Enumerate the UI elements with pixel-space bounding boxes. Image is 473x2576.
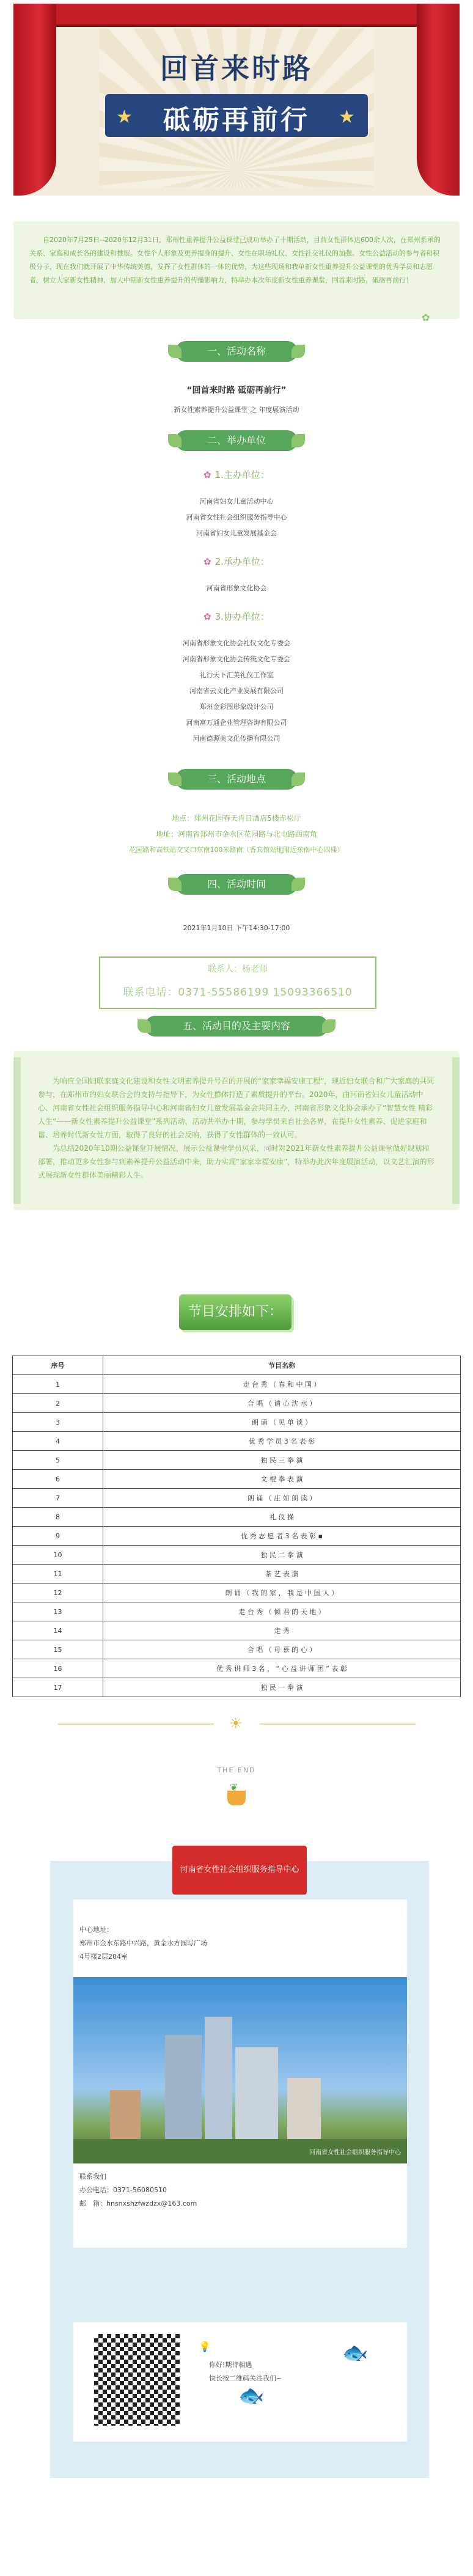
co-organizer-item: 河南富万通企业管理咨询有限公司: [186, 719, 287, 727]
curtain-right: [417, 4, 460, 196]
curtain-left: [13, 4, 56, 196]
org-tag: 河南省女性社会组织服务指导中心: [172, 1846, 307, 1895]
header-banner: [13, 4, 460, 196]
purpose-paragraph: 为总结2020年10期公益课堂开展情况，展示公益课堂学员风采，同时对2021年新女性素养提升公益课堂做好规划和部署，推动更多女性参与到素养提升公益活动中来，助力实现“家家幸福安康”，特举办此次年度展演活动，以文艺汇演的形式展现新女性群体美丽精彩人生。: [38, 1144, 435, 1180]
flower-icon: ✿: [204, 611, 211, 622]
flower-icon: ✿: [204, 556, 211, 567]
purpose-border-left: [13, 1057, 21, 1204]
program-name-cell: 礼 仪 操: [103, 1508, 461, 1527]
co-organizer-item: 河南德源美文化传播有限公司: [193, 735, 280, 743]
undertaker-title-label: 2.承办单位：: [215, 556, 270, 567]
row-index-cell: 8: [13, 1508, 103, 1527]
star-icon: ★: [339, 106, 355, 128]
row-index-cell: 16: [13, 1659, 103, 1678]
row-index-cell: 3: [13, 1413, 103, 1432]
building-photo: [73, 1977, 407, 2163]
row-index-cell: 13: [13, 1602, 103, 1621]
contact-box: [99, 956, 376, 1009]
column-header-index: 序号: [13, 1356, 103, 1375]
program-name-cell: 走 台 秀 （ 春 和 中 国 ）: [103, 1375, 461, 1394]
curtain-valance: [13, 4, 460, 27]
address-line1: 郑州市金水东路中兴路，黄金水方园写广场: [79, 1939, 207, 1947]
row-index-cell: 10: [13, 1546, 103, 1565]
qr-text-2: 快长按二维码关注我们~: [209, 2374, 282, 2382]
fish-icon: 🐟: [342, 2341, 369, 2365]
co-organizer-item: 河南省形象文化协会传统文化专委会: [183, 655, 290, 663]
location-transport: 花园路和高铁站交叉口东南100米路南（香宾馆站地附近东南中心四楼）: [129, 846, 344, 854]
table-row: [13, 1375, 461, 1394]
table-row: [13, 1583, 461, 1602]
undertaker-item: 河南省形象文化协会: [206, 584, 267, 592]
host-item: 河南省女性社会组织服务指导中心: [186, 513, 287, 521]
table-row: [13, 1678, 461, 1697]
row-index-cell: 5: [13, 1451, 103, 1470]
row-index-cell: 15: [13, 1640, 103, 1659]
section-title-time: 四、活动时间: [175, 874, 298, 895]
address-label: 中心地址：: [79, 1926, 113, 1934]
location-address: 地址：河南省郑州市金水区花园路与北屯路西南角: [155, 830, 317, 838]
table-row: [13, 1432, 461, 1451]
program-name-cell: 朗 诵 （ 庄 如 朗 读 ）: [103, 1489, 461, 1508]
table-row: [13, 1470, 461, 1489]
bulb-icon: 💡: [199, 2341, 211, 2352]
table-row: [13, 1546, 461, 1565]
column-header-program: 节目名称: [103, 1356, 461, 1375]
table-row: [13, 1565, 461, 1583]
program-name-cell: 优 秀 志 愿 者 3 名 表 彰 ▪: [103, 1527, 461, 1546]
section-title-purpose: 五、活动目的及主要内容: [145, 1016, 328, 1037]
office-email: 邮 箱：hnsnxshzfwzdzx@163.com: [79, 2200, 197, 2207]
table-row: [13, 1508, 461, 1527]
row-index-cell: 14: [13, 1621, 103, 1640]
table-row: [13, 1451, 461, 1470]
table-row: [13, 1527, 461, 1546]
photo-watermark: 河南省女性社会组织服务指导中心: [309, 2149, 401, 2156]
divider-left: [58, 1723, 214, 1725]
table-row: [13, 1659, 461, 1678]
the-end-text: THE END: [217, 1766, 256, 1774]
address-line2: 4号楼2层204室: [79, 1953, 128, 1961]
flower-icon: ✿: [204, 469, 211, 480]
program-name-cell: 文 棍 拳 表 演: [103, 1470, 461, 1489]
co-organizer-item: 河南省形象文化协会礼仪文化专委会: [183, 639, 290, 647]
table-row: [13, 1602, 461, 1621]
co-organizer-item: 河南省云文化产业发展有限公司: [189, 687, 284, 695]
purpose-paragraph: 为响应全国妇联家庭文化建设和女性文明素养提升号召的开展的“家家幸福安康工程”，现近妇女联合和广大家庭的共同参与，在郑州市的妇女联合会的支持与指导下，为女性群体打造了素质提升的平台。2020年，由河南省妇女儿童活动中心、河南省女性社会组织服务指导中心和河南省妇女儿童发展基金会共同主办，河南省形象文化协会承办了“智慧女性 精彩人生”——新女性素养提升公益课堂”系列活动，活动共举办十期，参与学员来自社会各界，在提升女性素养、促进家庭和谐、培养时代新女性方面，取得了良好的社会反响，获得了女性群体的一致认可。: [38, 1077, 435, 1139]
office-phone: 办公电话：0371-56080510: [79, 2186, 167, 2194]
host-item: 河南省妇女儿童发展基金会: [196, 529, 277, 537]
row-index-cell: 7: [13, 1489, 103, 1508]
section-title-name: 一、活动名称: [175, 341, 298, 362]
intro-text: 自2020年7月25日--2020年12月31日，郑州性重养提升公益课堂已成功举办了十期活动，目前女性群体达600余人次，在郑州系承的关系、家庭和成长各的建设和推展。女性个人形象及更养提身的提升、女性在职场礼仪、女性社交礼仪的加强。女性公益活动的参与者和积极分子，现在我们就开展了中华传统美德，发挥了女性群体的一体的优势，为这些现场和我单新女性重养提升公益课堂的优秀学员和志愿者，树立大家新女性精神，加大中期新女性重养提升的传播影响力，特举办本次年度新女性重养课堂，回首来时路，砥砺再前行！: [29, 236, 441, 284]
program-name-cell: 合 唱 （ 请 心 沈 水 ）: [103, 1394, 461, 1413]
location-place: 地点：郑州花园春天肯日酒店5楼赤松厅: [172, 814, 301, 823]
row-index-cell: 4: [13, 1432, 103, 1451]
table-row: [13, 1394, 461, 1413]
event-name: “回首来时路 砥砺再前行”: [186, 386, 287, 395]
host-title-label: 1.主办单位：: [215, 469, 270, 480]
program-name-cell: 合 唱 （ 母 慕 的 心 ）: [103, 1640, 461, 1659]
program-name-cell: 优 秀 讲 师 3 名 ， “ 心 益 讲 师 团 ” 表 彰: [103, 1659, 461, 1678]
schedule-table: [12, 1356, 461, 1697]
program-name-cell: 走 秀: [103, 1621, 461, 1640]
row-index-cell: 2: [13, 1394, 103, 1413]
row-index-cell: 11: [13, 1565, 103, 1583]
host-item: 河南省妇女儿童活动中心: [199, 497, 274, 505]
program-name-cell: 独 民 一 拳 演: [103, 1678, 461, 1697]
sun-icon: ☀: [229, 1715, 243, 1732]
intro-box: [13, 221, 460, 319]
section-title-organizers: 二、举办单位: [175, 430, 298, 451]
qr-text-1: 你好!期待相遇: [209, 2361, 252, 2369]
purpose-border-right: [452, 1057, 460, 1204]
row-index-cell: 12: [13, 1583, 103, 1602]
program-name-cell: 独 民 二 拳 演: [103, 1546, 461, 1565]
sprout-icon: ❦: [230, 1782, 238, 1793]
fish-icon: 🐟: [238, 2383, 265, 2408]
qr-code[interactable]: [92, 2332, 182, 2428]
program-name-cell: 优 秀 学 员 3 名 表 彰: [103, 1432, 461, 1451]
schedule-heading-button: 节目安排如下：: [179, 1294, 292, 1330]
grass-icon: ✿: [422, 312, 430, 323]
divider-right: [260, 1723, 416, 1725]
event-subtitle: 新女性素养提升公益课堂 之 年度展演活动: [174, 406, 299, 414]
row-index-cell: 1: [13, 1375, 103, 1394]
table-row: [13, 1489, 461, 1508]
contact-us-label: 联系我们: [79, 2173, 106, 2181]
contact-person: 联系人：杨老师: [208, 964, 268, 974]
co-organizer-title-label: 3.协办单位：: [215, 611, 270, 622]
banner-title-line2: 砥砺再前行: [163, 105, 310, 136]
purpose-box: [13, 1051, 460, 1210]
row-index-cell: 17: [13, 1678, 103, 1697]
table-header-row: [13, 1356, 461, 1375]
section-title-location: 三、活动地点: [175, 769, 298, 790]
host-title: [0, 468, 473, 481]
program-name-cell: 朗 诵 （ 我 的 家 ， 我 是 中 国 人 ）: [103, 1583, 461, 1602]
program-name-cell: 朗 诵 （ 见 单 谈 ）: [103, 1413, 461, 1432]
row-index-cell: 9: [13, 1527, 103, 1546]
table-row: [13, 1413, 461, 1432]
star-icon: ★: [116, 106, 133, 128]
banner-title-line1: 回首来时路: [160, 52, 313, 85]
program-name-cell: 茶 艺 表 演: [103, 1565, 461, 1583]
co-organizer-item: 郑州金彩图形象设计公司: [199, 703, 274, 711]
co-organizer-item: 礼行天下汇美礼仪工作室: [199, 671, 274, 679]
undertaker-title: [0, 555, 473, 568]
row-index-cell: 6: [13, 1470, 103, 1489]
event-time: 2021年1月10日 下午14:30-17:00: [183, 924, 290, 932]
table-row: [13, 1640, 461, 1659]
contact-phone: 联系电话：0371-55586199 15093366510: [123, 986, 353, 999]
co-organizer-title: [0, 610, 473, 623]
program-name-cell: 走 台 秀 （ 倾 君 的 天 地 ）: [103, 1602, 461, 1621]
table-row: [13, 1621, 461, 1640]
program-name-cell: 独 民 三 拳 演: [103, 1451, 461, 1470]
